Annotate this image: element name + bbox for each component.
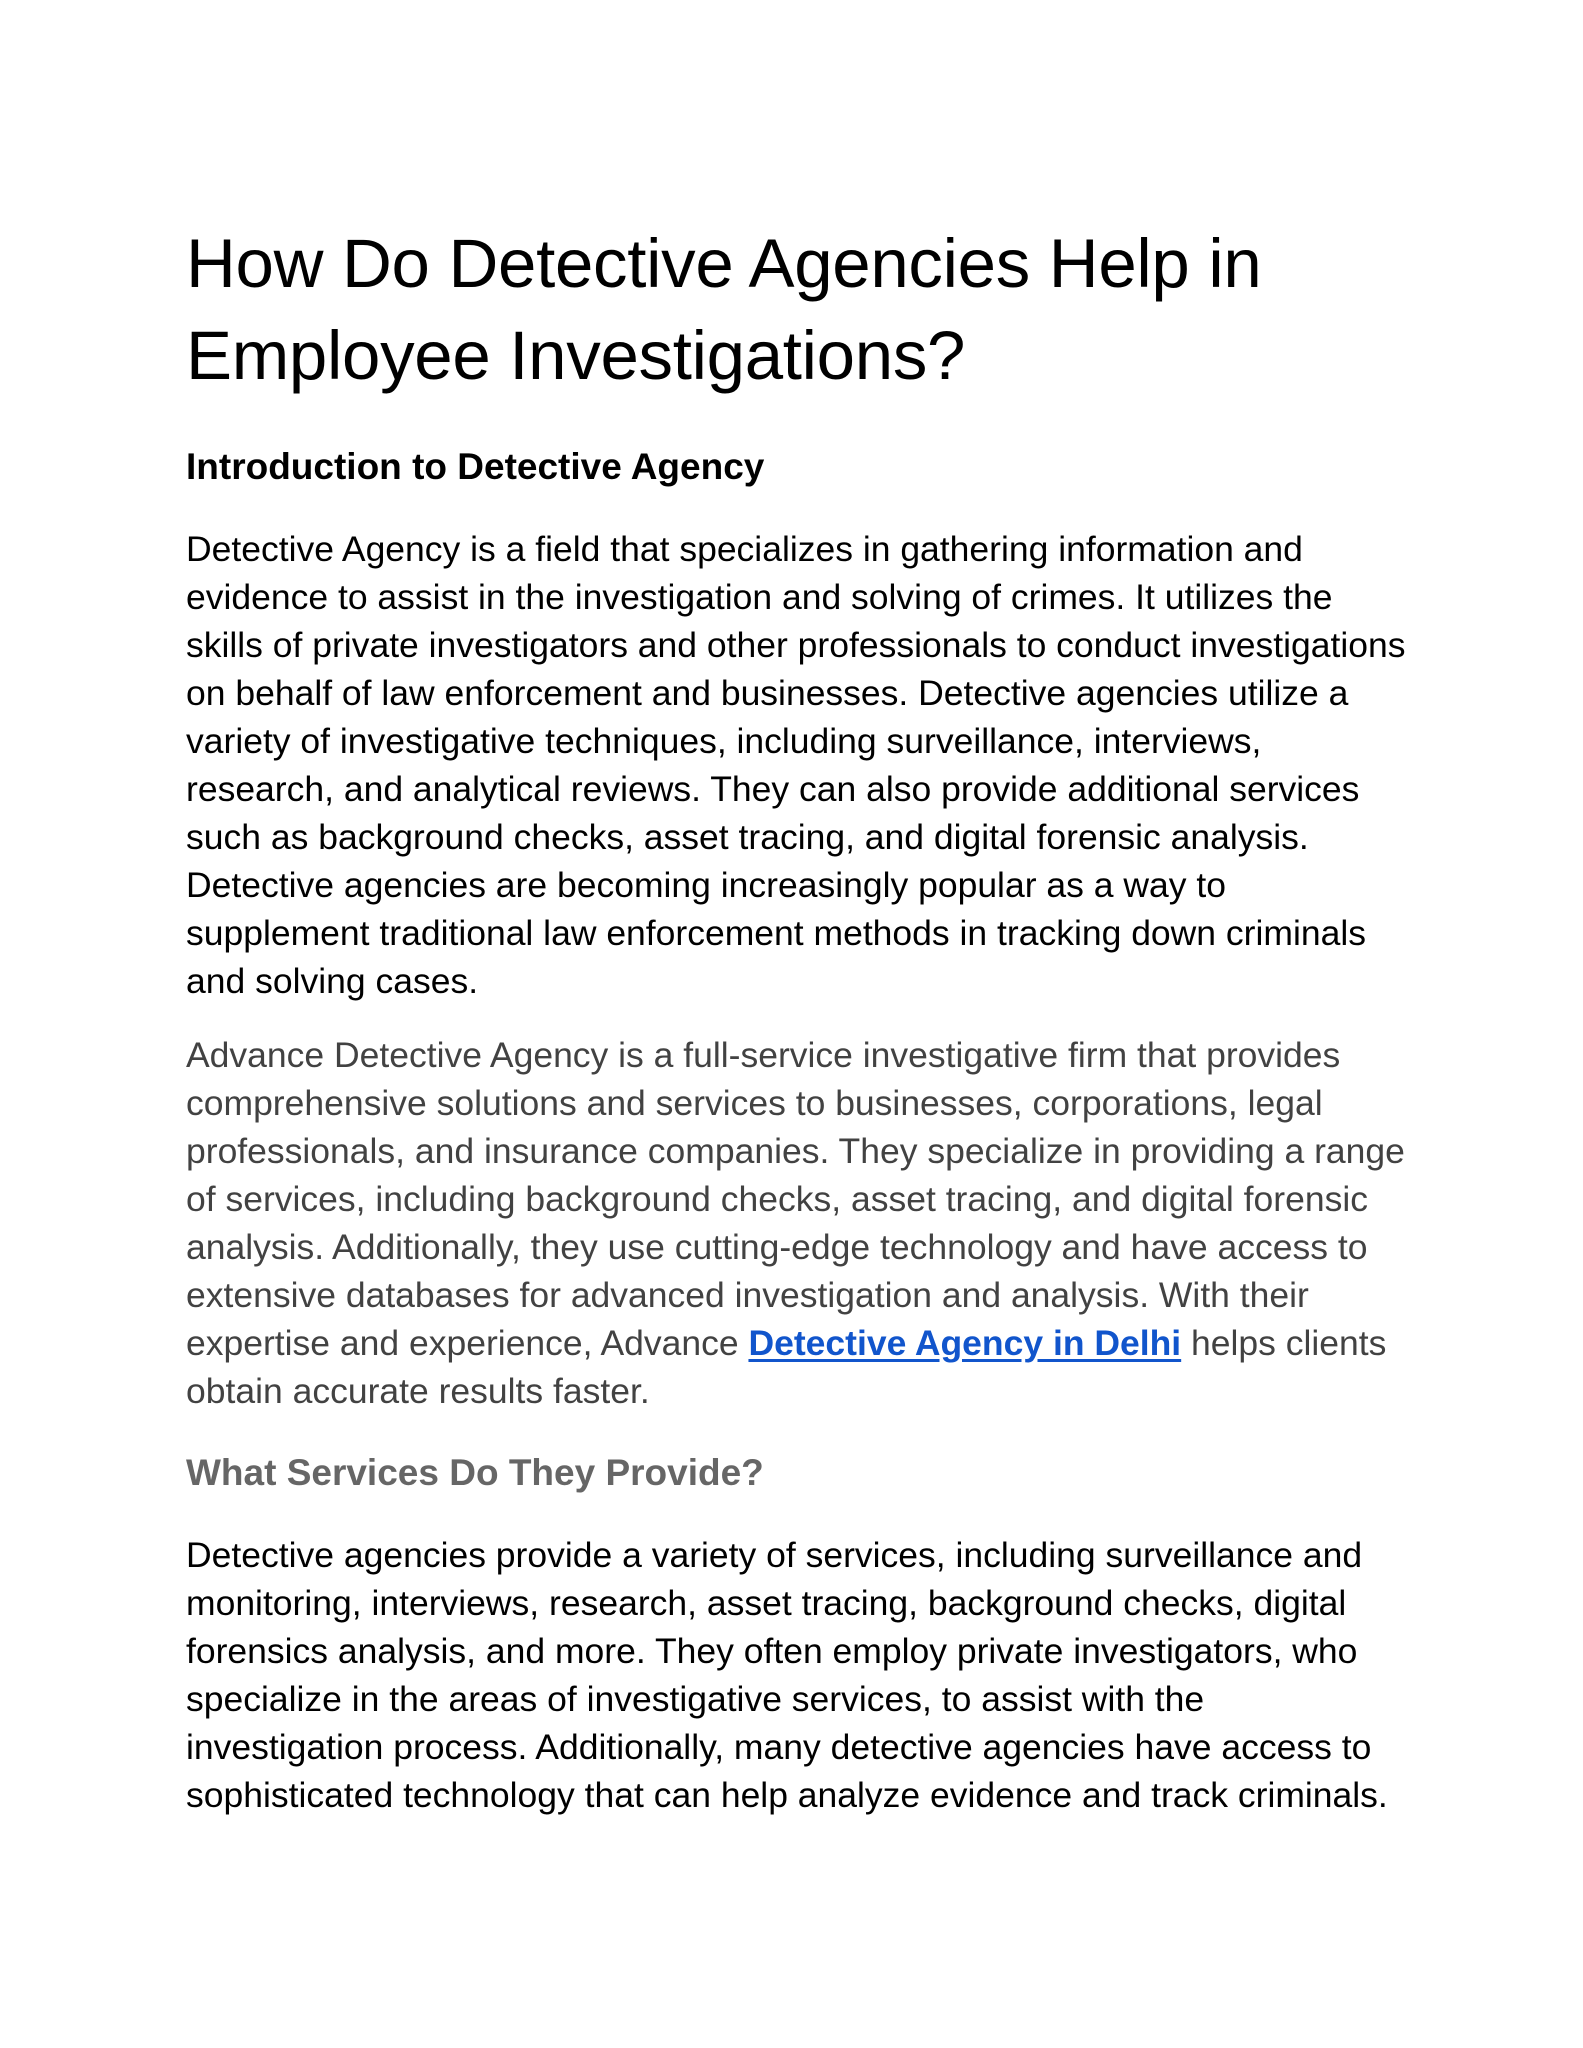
advance-paragraph-text-end: helps clients obtain accurate results faster. (186, 1323, 1387, 1411)
document-content (186, 218, 1406, 1819)
advance-paragraph (186, 1031, 1406, 1415)
services-paragraph: Detective agencies provide a variety of services, including surveillance and monitoring, interviews, research, asset tracing, background checks, digital forensics analysis, and more. They often employ private investigators, who specialize in the areas of investigative services, to assist with the investigation process. Additionally, many detective agencies have access to sophisticated technology that can help analyze evidence and track criminals. (186, 1535, 1388, 1815)
advance-paragraph-text: Advance Detective Agency is a full-service investigative firm that provides comprehensive solutions and services to businesses, corporations, legal professionals, and insurance companies. They specialize in providing a range of services, including background checks, asset tracing, and digital forensic analysis. Additionally, they use cutting-edge technology and have access to extensive databases for advanced investigation and analysis. With their expertise and experience, Advance (186, 1035, 1405, 1363)
page-title: How Do Detective Agencies Help in Employee Investigations? (186, 225, 1262, 394)
detective-agency-delhi-link[interactable]: Detective Agency in Delhi (748, 1323, 1182, 1363)
intro-heading: Introduction to Detective Agency (186, 446, 765, 487)
services-heading: What Services Do They Provide? (186, 1452, 764, 1493)
intro-paragraph: Detective Agency is a field that specializes in gathering information and evidence to assist in the investigation and solving of crimes. It utilizes the skills of private investigators and other professionals to conduct investigations on behalf of law enforcement and businesses. Detective agencies utilize a variety of investigative techniques, including surveillance, interviews, research, and analytical reviews. They can also provide additional services such as background checks, asset tracing, and digital forensic analysis. Detective agencies are becoming increasingly popular as a way to supplement traditional law enforcement methods in tracking down criminals and solving cases. (186, 529, 1406, 1001)
